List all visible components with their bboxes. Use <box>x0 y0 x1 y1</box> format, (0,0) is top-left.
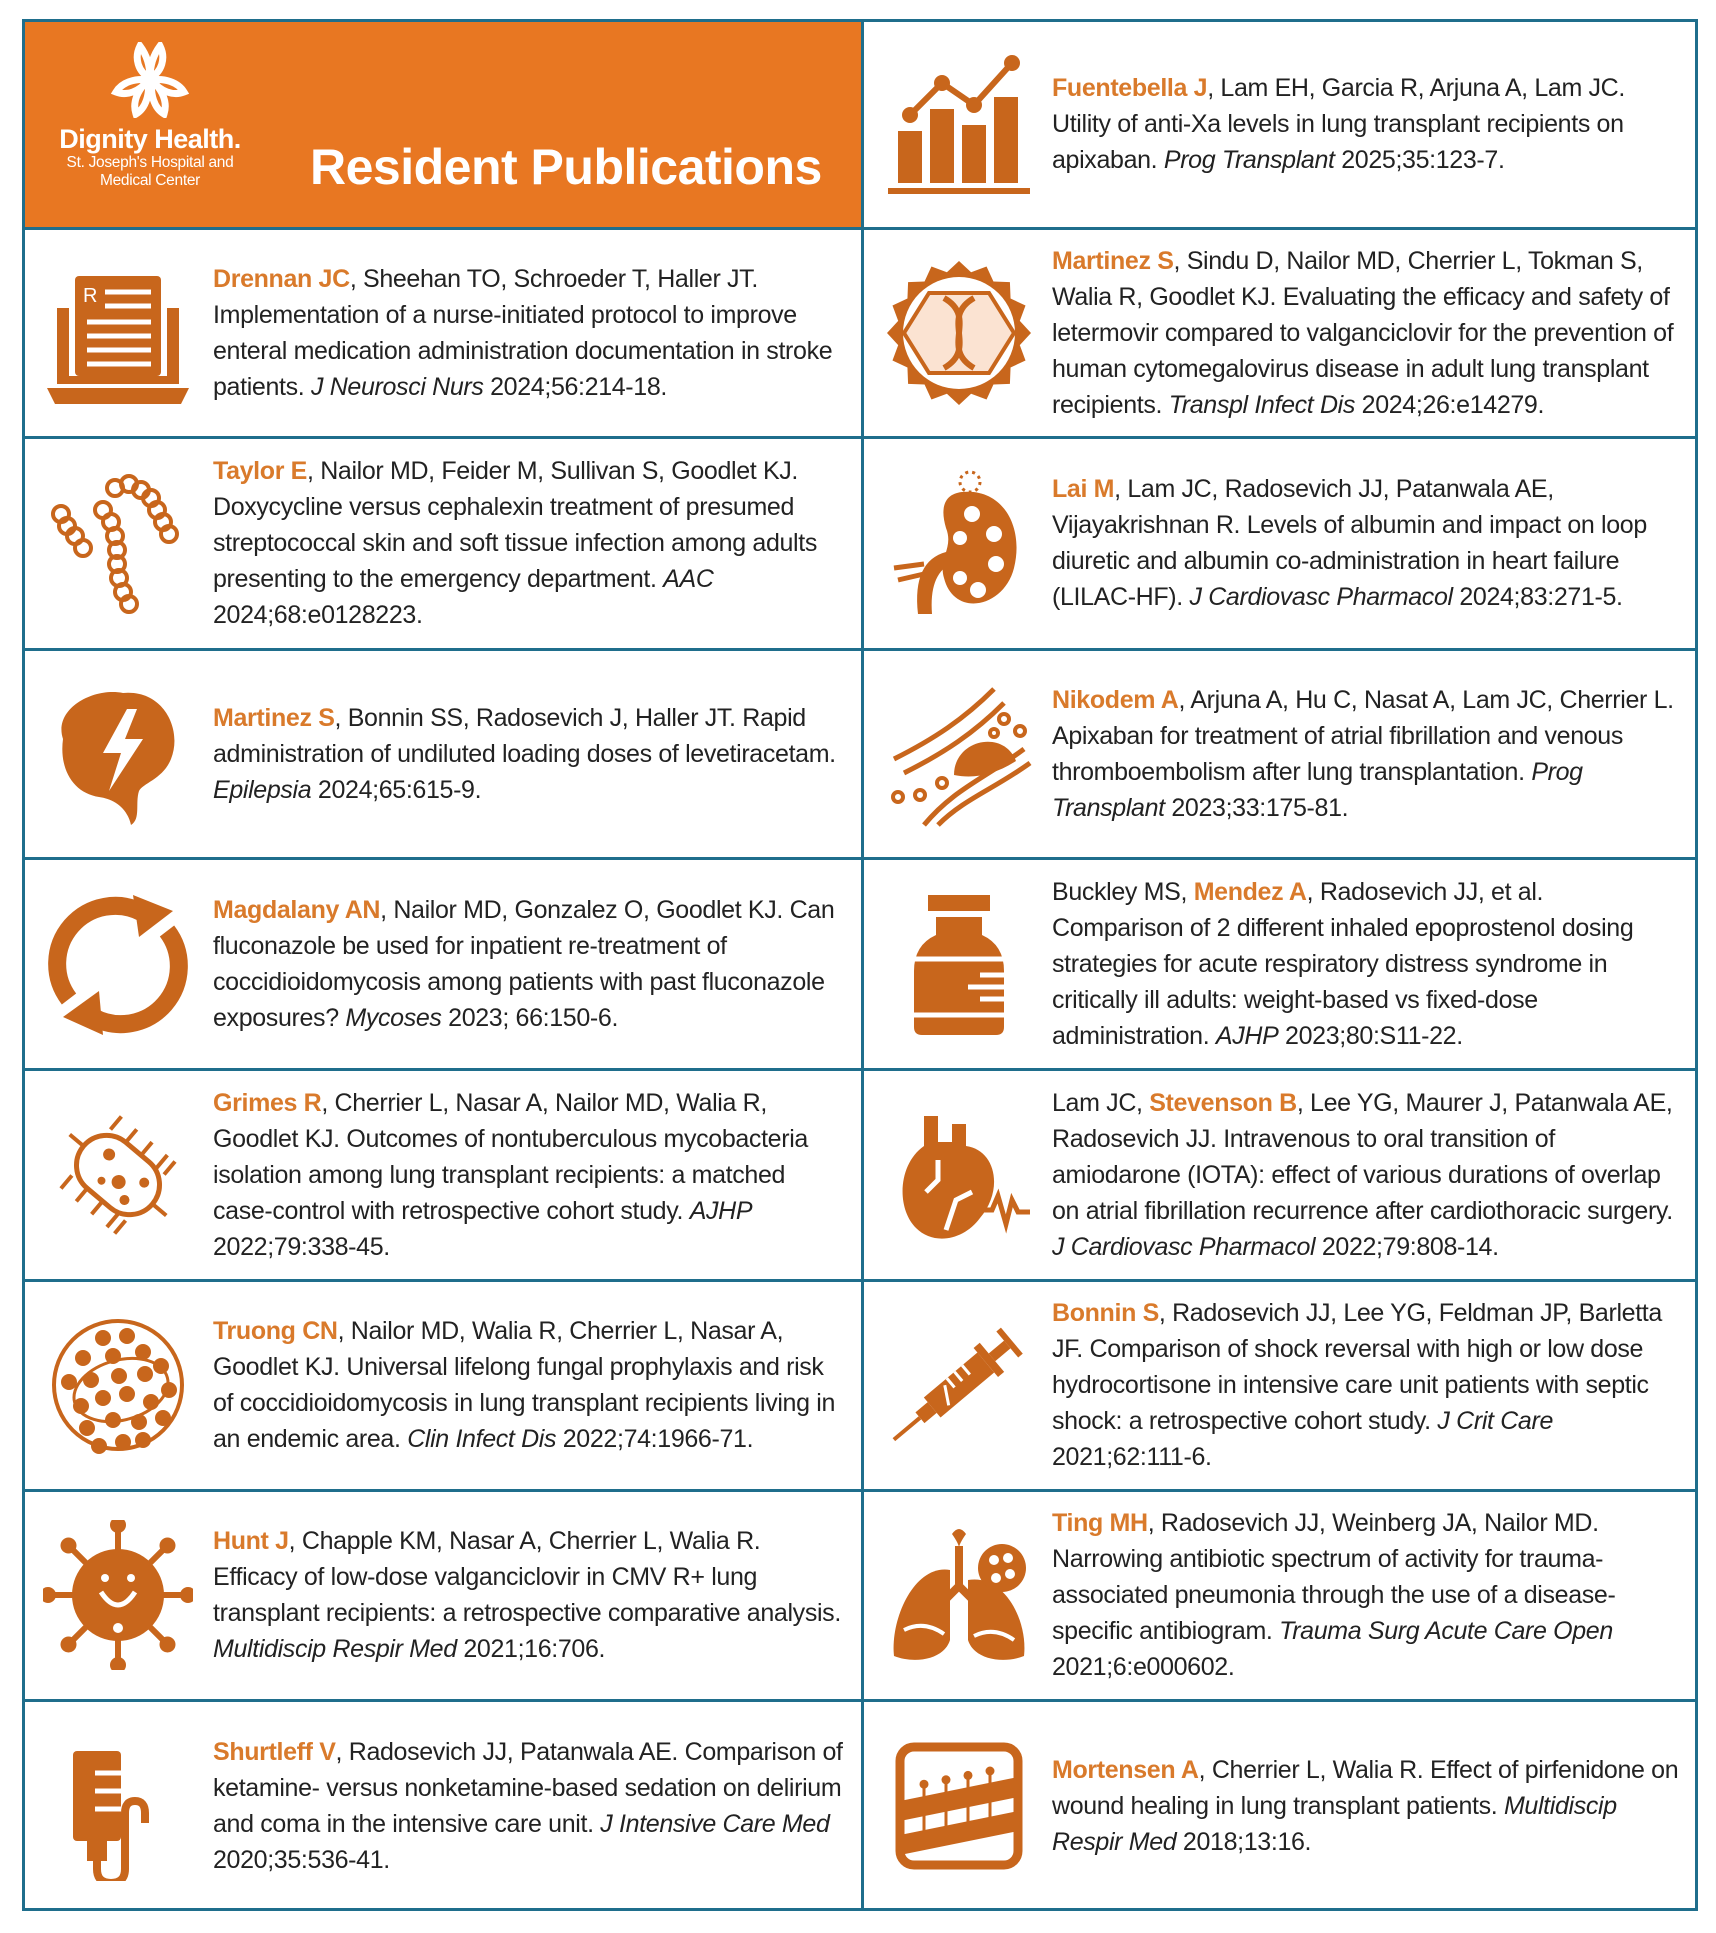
citation-authors-title: , Cherrier L, Walia R. Effect of pirfenidone on wound healing in lung transplant patients. <box>1052 1755 1679 1820</box>
brand-subtitle-line-1: St. Joseph's Hospital and <box>66 154 234 171</box>
citation-volume-pages: 2023; 66:150-6. <box>441 1003 619 1032</box>
citation-text <box>213 261 843 405</box>
resident-author-name: Grimes R <box>213 1088 322 1117</box>
citation-authors-title: , Chapple KM, Nasar A, Cherrier L, Walia R. Efficacy of low-dose valganciclovir in CMV R+ lung transplant recipients: a retrospective comparative analysis. <box>213 1527 841 1627</box>
citation-authors-title: , Lam JC, Radosevich JJ, Patanwala AE, Vijayakrishnan R. Levels of albumin and impact on loop diuretic and albumin co-administration in heart failure (LILAC-HF). <box>1052 475 1647 611</box>
resident-author-name: Nikodem A <box>1052 685 1179 714</box>
publication-entry <box>25 858 861 1069</box>
citation-text <box>213 453 843 633</box>
citation-volume-pages: 2024;56:214-18. <box>483 372 667 401</box>
brand-name: Dignity Health. <box>59 124 241 154</box>
row-divider-left <box>22 1699 864 1702</box>
dignity-health-logo <box>40 42 260 212</box>
journal-name: Multidiscip Respir Med <box>213 1635 457 1663</box>
citation-authors-title: , Radosevich JJ, Weinberg JA, Nailor MD. Narrowing antibiotic spectrum of activity for trauma-associated pneumonia through the use of a disease-specific antibiogram. <box>1052 1509 1616 1645</box>
journal-name: Multidiscip Respir Med <box>1052 1791 1617 1856</box>
row-divider-left <box>22 436 864 439</box>
publication-entry <box>864 1280 1695 1490</box>
lungs-infection-icon <box>884 1520 1034 1670</box>
journal-name: AJHP <box>1215 1021 1279 1050</box>
row-divider-right <box>861 227 1698 230</box>
citation-authors-title: , Sheehan TO, Schroeder T, Haller JT. Implementation of a nurse-initiated protocol to improve enteral medication administration documentation in stroke patients. <box>213 264 833 401</box>
publication-entry <box>25 1280 861 1490</box>
kidney-icon <box>884 468 1034 618</box>
citation-volume-pages: 2024;68:e0128223. <box>213 601 423 629</box>
journal-name: Epilepsia <box>213 775 312 804</box>
row-divider-left <box>22 648 864 651</box>
syringe-icon <box>884 1310 1034 1460</box>
row-divider-left <box>22 857 864 860</box>
row-divider-right <box>861 436 1698 439</box>
wound-stitches-icon <box>884 1731 1034 1881</box>
citation-authors-title: , Lam EH, Garcia R, Arjuna A, Lam JC. Utility of anti-Xa levels in lung transplant recipients on apixaban. <box>1052 73 1625 174</box>
citation-text <box>1052 70 1680 178</box>
citation-volume-pages: 2024;65:615-9. <box>311 775 482 804</box>
row-divider-right <box>861 857 1698 860</box>
citation-volume-pages: 2022;79:808-14. <box>1315 1232 1499 1261</box>
journal-name: AAC <box>663 565 714 593</box>
resident-author-name: Shurtleff V <box>213 1737 336 1766</box>
citation-authors-title: , Nailor MD, Gonzalez O, Goodlet KJ. Can fluconazole be used for inpatient re-treatment of coccidioidomycosis among patients with past fluconazole exposures? <box>213 895 835 1032</box>
citation-volume-pages: 2021;16:706. <box>456 1635 606 1663</box>
journal-name: J Neurosci Nurs <box>310 372 484 401</box>
resident-author-name: Mendez A <box>1193 877 1307 906</box>
journal-name: Prog Transplant <box>1052 757 1583 822</box>
row-divider-right <box>861 1699 1698 1702</box>
svg-text:R: R <box>83 284 98 307</box>
publication-entry <box>864 1700 1695 1911</box>
citation-preceding-authors: Buckley MS, <box>1052 877 1194 906</box>
resident-author-name: Fuentebella J <box>1052 73 1208 102</box>
row-divider-left <box>22 227 864 230</box>
citation-volume-pages: 2023;80:S11-22. <box>1278 1021 1463 1050</box>
blood-clot-vessel-icon <box>884 679 1034 829</box>
resident-author-name: Mortensen A <box>1052 1755 1199 1784</box>
bacterium-icon <box>43 1100 193 1250</box>
dignity-health-star-icon <box>110 42 190 118</box>
publication-entry <box>864 1490 1695 1700</box>
citation-authors-title: , Sindu D, Nailor MD, Cherrier L, Tokman S, Walia R, Goodlet KJ. Evaluating the efficacy and safety of letermovir compared to valganciclovir for the prevention of human cytomegalovirus disease in adult lung transplant recipients. <box>1052 246 1674 419</box>
resident-author-name: Drennan JC <box>213 264 350 293</box>
medicine-bottle-icon <box>884 889 1034 1039</box>
resident-author-name: Hunt J <box>213 1527 289 1555</box>
publication-entry <box>25 228 861 437</box>
publication-entry <box>864 649 1695 858</box>
row-divider-right <box>861 1068 1698 1071</box>
heart-pulse-icon <box>884 1100 1034 1250</box>
journal-name: J Cardiovasc Pharmacol <box>1052 1232 1316 1261</box>
iv-bag-icon <box>43 1731 193 1881</box>
journal-name: AJHP <box>689 1196 753 1225</box>
publication-entry <box>864 1069 1695 1280</box>
journal-name: J Cardiovasc Pharmacol <box>1189 583 1453 611</box>
citation-volume-pages: 2025;35:123-7. <box>1334 145 1505 174</box>
bar-chart-trend-icon <box>884 49 1034 199</box>
citation-text <box>1052 1295 1680 1475</box>
resident-author-name: Taylor E <box>213 457 307 485</box>
citation-text <box>213 1734 843 1878</box>
citation-authors-title: , Nailor MD, Feider M, Sullivan S, Goodlet KJ. Doxycycline versus cephalexin treatment of presumed streptococcal skin and soft tissue infection among adults presenting to the emergency department. <box>213 457 818 593</box>
citation-authors-title: , Cherrier L, Nasar A, Nailor MD, Walia R, Goodlet KJ. Outcomes of nontuberculous mycobacteria isolation among lung transplant recipients: a matched case-control with retrospective cohort study. <box>213 1088 808 1225</box>
publication-entry <box>25 437 861 649</box>
publication-entry <box>25 1069 861 1280</box>
citation-text <box>1052 1752 1680 1860</box>
refresh-arrows-icon <box>43 889 193 1039</box>
dna-badge-icon <box>884 258 1034 408</box>
citation-text <box>213 1313 843 1457</box>
citation-volume-pages: 2021;62:111-6. <box>1052 1443 1212 1471</box>
citation-text <box>1052 874 1680 1054</box>
citation-preceding-authors: Lam JC, <box>1052 1088 1150 1117</box>
journal-name: Transpl Infect Dis <box>1168 390 1356 419</box>
citation-volume-pages: 2020;35:536-41. <box>213 1845 390 1874</box>
brain-lightning-icon <box>43 679 193 829</box>
journal-name: J Intensive Care Med <box>600 1809 830 1838</box>
citation-volume-pages: 2022;74:1966-71. <box>556 1425 754 1453</box>
publication-entry <box>864 437 1695 649</box>
citation-text <box>1052 1505 1680 1685</box>
citation-authors-title: , Radosevich JJ, Patanwala AE. Comparison of ketamine- versus nonketamine-based sedation on delirium and coma in the intensive care unit. <box>213 1737 843 1838</box>
row-divider-left <box>22 1068 864 1071</box>
citation-authors-title: , Lee YG, Maurer J, Patanwala AE, Radosevich JJ. Intravenous to oral transition of amiodarone (IOTA): effect of various durations of overlap on atrial fibrillation recurrence after cardiothoracic surgery. <box>1052 1088 1673 1225</box>
citation-text <box>213 892 843 1036</box>
row-divider-left <box>22 1489 864 1492</box>
citation-text <box>213 700 843 808</box>
resident-author-name: Lai M <box>1052 475 1115 503</box>
citation-text <box>1052 243 1680 423</box>
publication-entry <box>25 1490 861 1700</box>
citation-volume-pages: 2021;6:e000602. <box>1052 1653 1235 1681</box>
citation-authors-title: , Radosevich JJ, Lee YG, Feldman JP, Barletta JF. Comparison of shock reversal with high or low dose hydrocortisone in intensive care unit patients with septic shock: a retrospective cohort study. <box>1052 1299 1662 1435</box>
streptococcus-icon <box>43 468 193 618</box>
citation-text <box>213 1523 843 1667</box>
citation-authors-title: , Nailor MD, Walia R, Cherrier L, Nasar A, Goodlet KJ. Universal lifelong fungal prophylaxis and risk of coccidioidomycosis in lung transplant recipients living in an endemic area. <box>213 1317 836 1453</box>
resident-author-name: Martinez S <box>213 703 335 732</box>
laptop-prescription-icon <box>43 258 193 408</box>
citation-text <box>213 1085 843 1265</box>
resident-author-name: Ting MH <box>1052 1509 1148 1537</box>
resident-author-name: Magdalany AN <box>213 895 381 924</box>
publication-entry <box>864 19 1695 228</box>
page-title: Resident Publications <box>310 139 822 195</box>
resident-author-name: Truong CN <box>213 1317 338 1345</box>
citation-volume-pages: 2023;33:175-81. <box>1164 793 1349 822</box>
row-divider-right <box>861 1279 1698 1282</box>
citation-volume-pages: 2022;79:338-45. <box>213 1232 390 1261</box>
citation-text <box>1052 1085 1680 1265</box>
journal-name: Clin Infect Dis <box>407 1425 557 1453</box>
journal-name: J Crit Care <box>1437 1407 1553 1435</box>
brand-subtitle-line-2: Medical Center <box>99 172 201 189</box>
virus-icon <box>43 1520 193 1670</box>
journal-name: Mycoses <box>345 1003 442 1032</box>
citation-volume-pages: 2024;26:e14279. <box>1355 390 1545 419</box>
publication-entry <box>25 649 861 858</box>
citation-volume-pages: 2018;13:16. <box>1176 1827 1312 1856</box>
citation-text <box>1052 471 1680 615</box>
resident-author-name: Bonnin S <box>1052 1299 1159 1327</box>
citation-authors-title: , Radosevich JJ, et al. Comparison of 2 different inhaled epoprostenol dosing strategies for acute respiratory distress syndrome in critically ill adults: weight-based vs fixed-dose administration. <box>1052 877 1634 1050</box>
row-divider-right <box>861 648 1698 651</box>
citation-authors-title: , Bonnin SS, Radosevich J, Haller JT. Rapid administration of undiluted loading doses of levetiracetam. <box>213 703 836 768</box>
publication-entry <box>864 858 1695 1069</box>
resident-author-name: Stevenson B <box>1149 1088 1297 1117</box>
citation-volume-pages: 2024;83:271-5. <box>1452 583 1623 611</box>
resident-author-name: Martinez S <box>1052 246 1174 275</box>
citation-text <box>1052 682 1680 826</box>
journal-name: Prog Transplant <box>1163 145 1335 174</box>
fungal-spherule-icon <box>43 1310 193 1460</box>
citation-authors-title: , Arjuna A, Hu C, Nasat A, Lam JC, Cherrier L. Apixaban for treatment of atrial fibrillation and venous thromboembolism after lung transplantation. <box>1052 685 1674 786</box>
journal-name: Trauma Surg Acute Care Open <box>1279 1617 1613 1645</box>
publication-entry <box>25 1700 861 1911</box>
publication-entry <box>864 228 1695 437</box>
row-divider-left <box>22 1279 864 1282</box>
row-divider-right <box>861 1489 1698 1492</box>
